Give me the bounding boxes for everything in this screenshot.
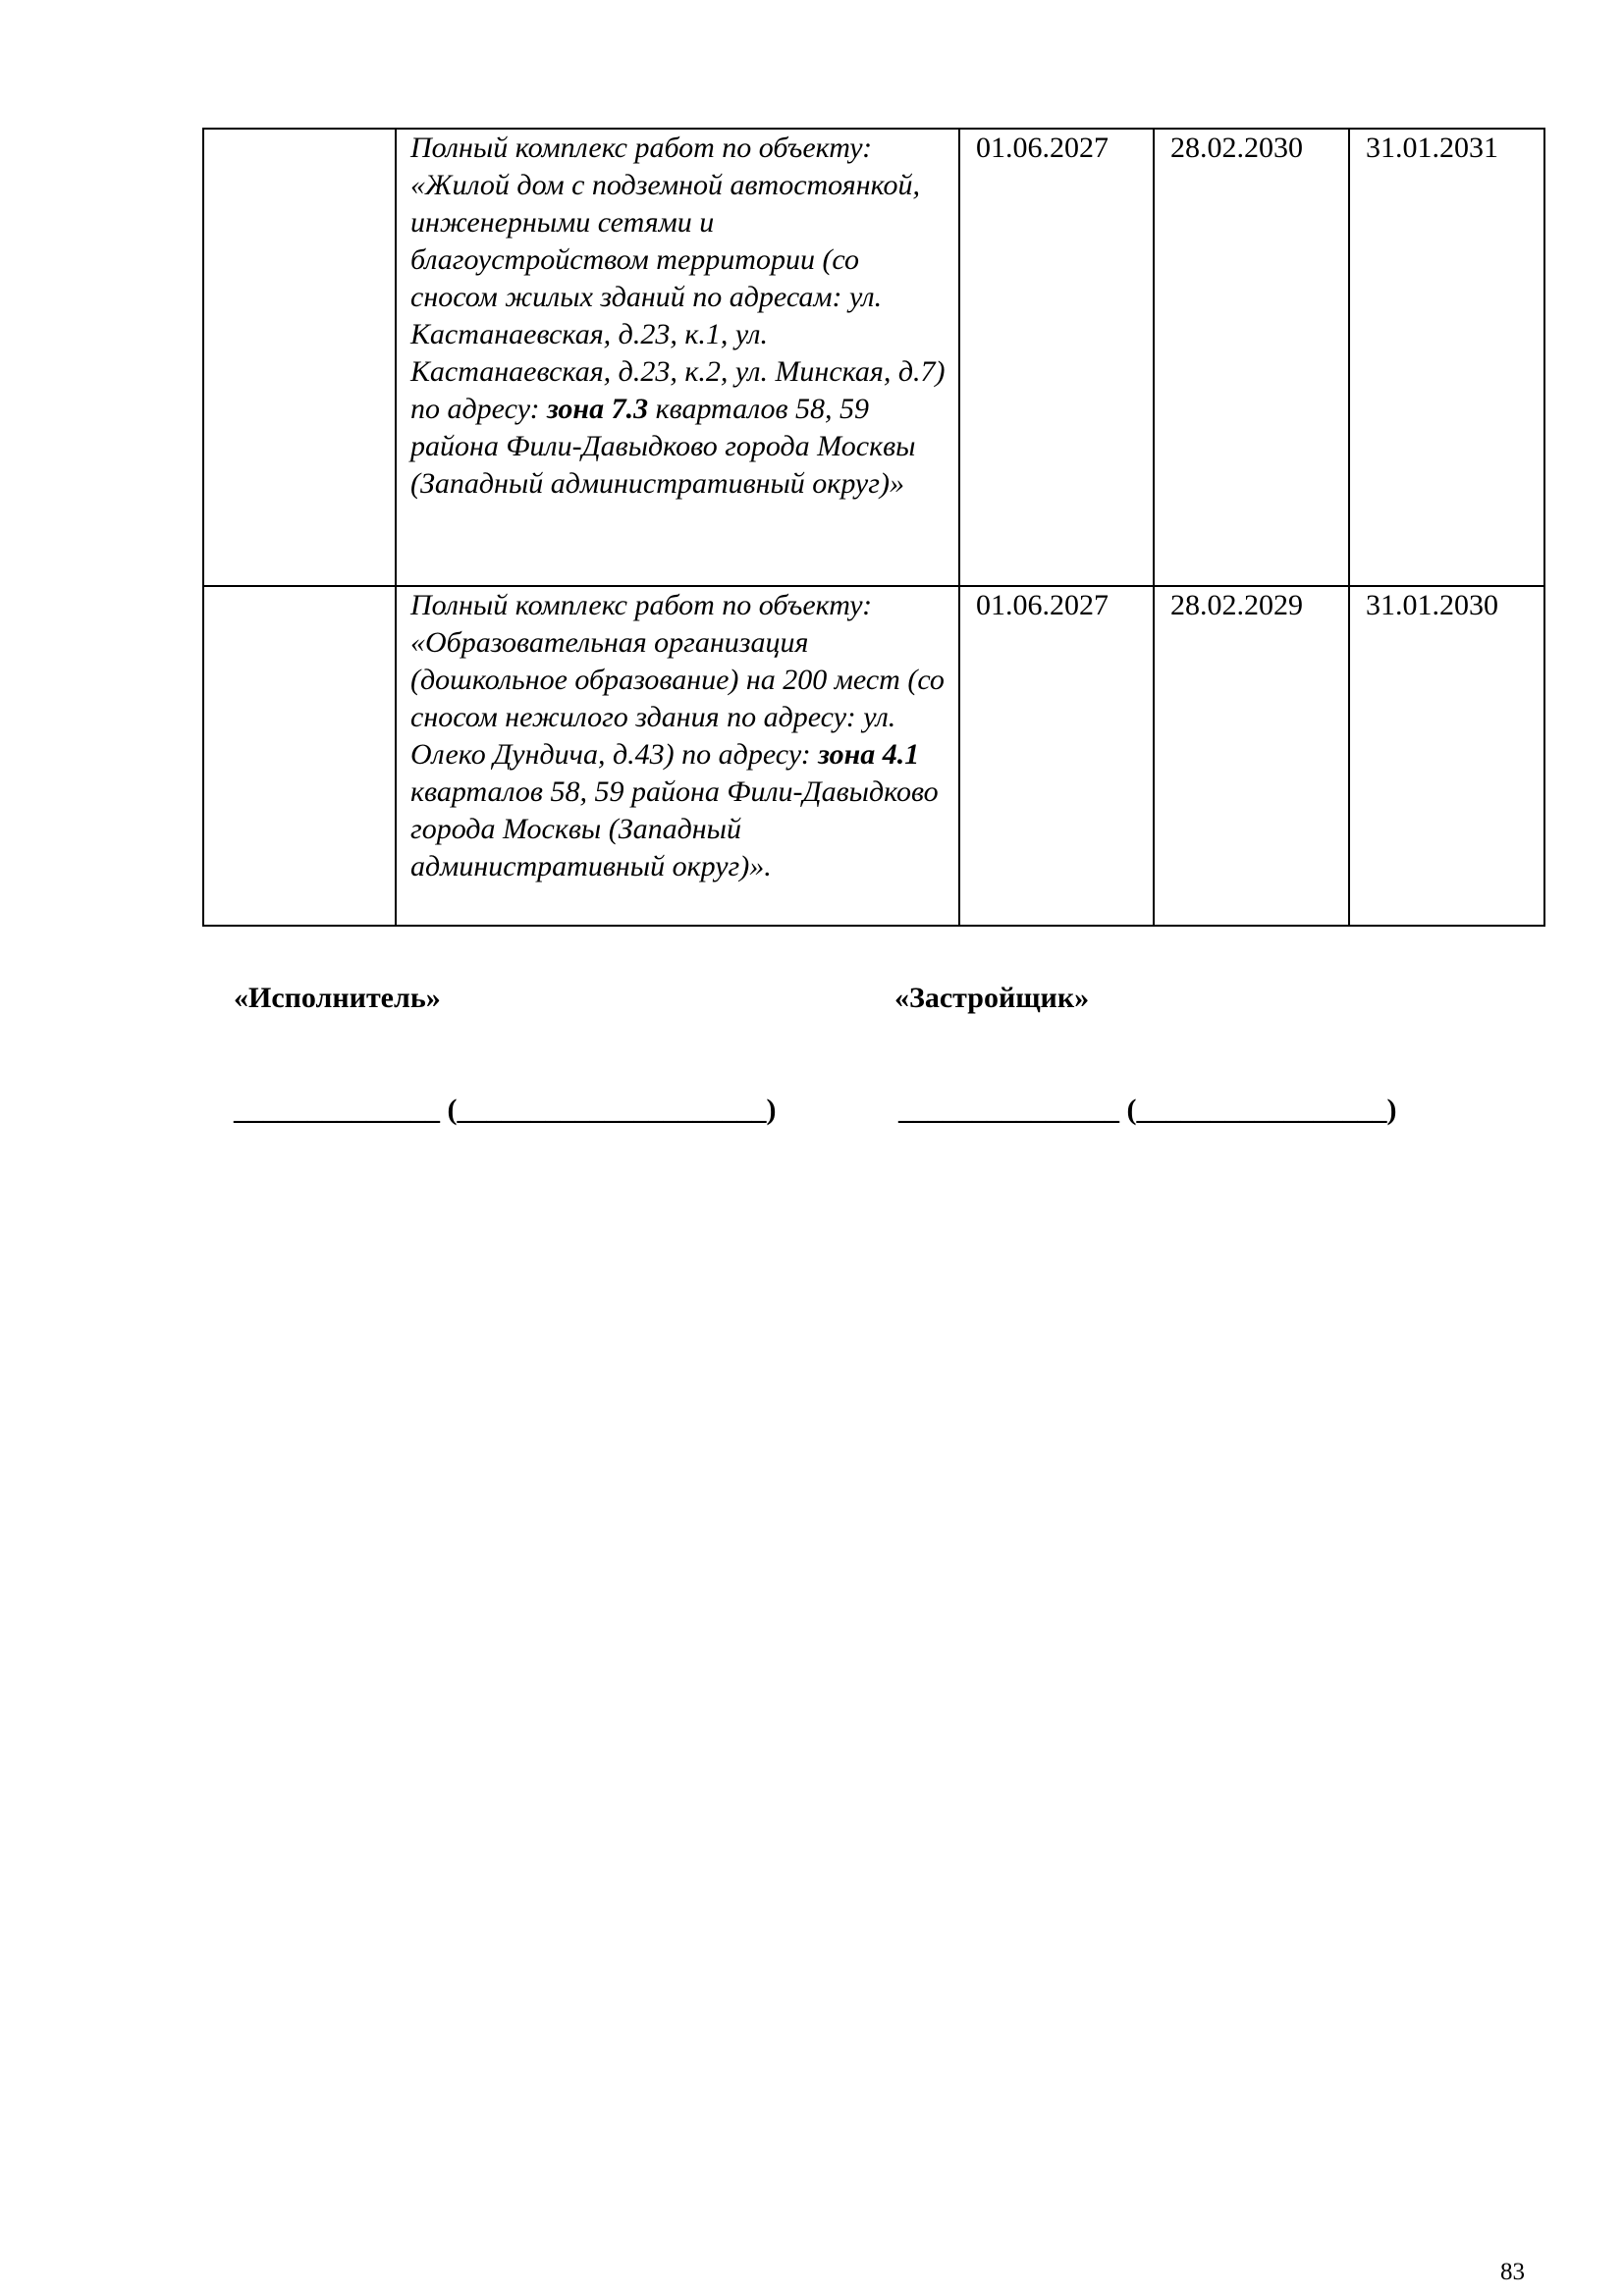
executor-label: «Исполнитель» <box>234 982 441 1014</box>
deadline-date-cell: 31.01.2030 <box>1349 586 1544 926</box>
deadline-date-cell: 31.01.2031 <box>1349 129 1544 586</box>
end-date-cell: 28.02.2029 <box>1154 586 1349 926</box>
executor-signature-line: ______________ (_____________________) <box>234 1094 777 1126</box>
schedule-table <box>202 128 1545 927</box>
table-row <box>203 586 1544 926</box>
row-number-cell <box>203 586 396 926</box>
developer-signature-line: _______________ (_________________) <box>898 1094 1397 1126</box>
start-date-cell: 01.06.2027 <box>959 586 1154 926</box>
end-date-cell: 28.02.2030 <box>1154 129 1349 586</box>
developer-label: «Застройщик» <box>894 982 1090 1014</box>
start-date-cell: 01.06.2027 <box>959 129 1154 586</box>
work-description-cell: Полный комплекс работ по объекту: «Жилой дом с подземной автостоянкой, инженерными сетями и благоустройством территории (со сносом жилых зданий по адресам: ул. Кастанаевская, д.23, к.1, ул. Кастанаевская, д.23, к.2, ул. Минская, д.7) по адресу: зона 7.3 кварталов 58, 59 района Фили-Давыдково города Москвы (Западный административный округ)» <box>396 129 959 586</box>
row-number-cell <box>203 129 396 586</box>
work-description-cell: Полный комплекс работ по объекту: «Образовательная организация (дошкольное образование) на 200 мест (со сносом нежилого здания по адресу: ул. Олеко Дундича, д.43) по адресу: зона 4.1 кварталов 58, 59 района Фили-Давыдково города Москвы (Западный административный округ)». <box>396 586 959 926</box>
page-number: 83 <box>1500 2259 1525 2285</box>
table-row <box>203 129 1544 586</box>
